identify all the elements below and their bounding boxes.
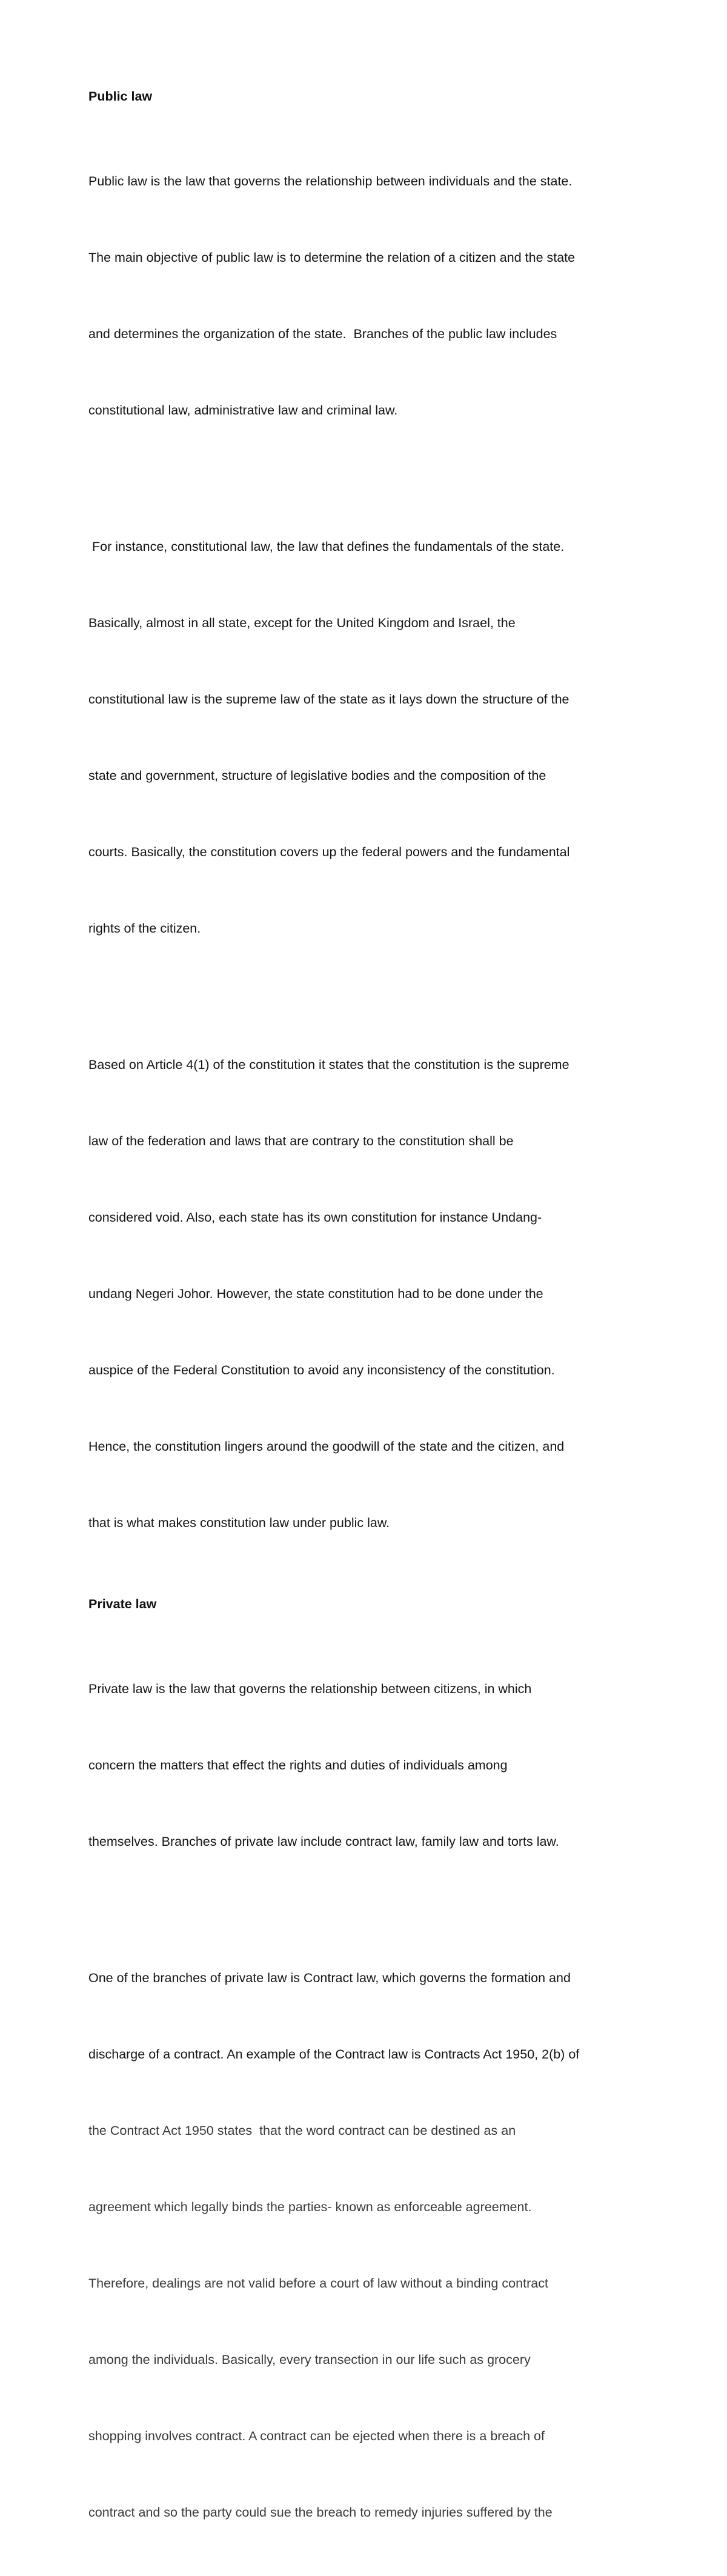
text-line: discharge of a contract. An example of the Contract law is Contracts Act 1950, 2(b) of	[88, 2047, 580, 2062]
text-line: agreement which legally binds the parties- known as enforceable agreement.	[88, 2200, 532, 2214]
paragraph	[88, 118, 642, 474]
text-line: For instance, constitutional law, the law that defines the fundamentals of the state.	[88, 539, 565, 554]
section-heading: Public law	[88, 89, 153, 104]
text-line: Basically, almost in all state, except for the United Kingdom and Israel, the	[88, 616, 516, 630]
text-line: constitutional law, administrative law and criminal law.	[88, 403, 398, 418]
section-heading: Private law	[88, 1597, 157, 1611]
paragraph	[88, 483, 642, 992]
text-line: Private law is the law that governs the relationship between citizens, in which	[88, 1682, 532, 1696]
text-line: state and government, structure of legislative bodies and the composition of the	[88, 768, 546, 783]
paragraph	[88, 1914, 642, 2576]
text-line: Based on Article 4(1) of the constitution it states that the constitution is the supreme	[88, 1057, 569, 1072]
text-line: and determines the organization of the state. Branches of the public law includes	[88, 327, 557, 341]
text-line: One of the branches of private law is Contract law, which governs the formation and	[88, 1971, 571, 1985]
text-line: themselves. Branches of private law include contract law, family law and torts law.	[88, 1834, 559, 1849]
paragraph	[88, 1001, 642, 1586]
text-line: Public law is the law that governs the relationship between individuals and the state.	[88, 174, 573, 188]
text-line: concern the matters that effect the rights and duties of individuals among	[88, 1758, 508, 1772]
text-line: Therefore, dealings are not valid before a court of law without a binding contract	[88, 2276, 548, 2291]
text-line: considered void. Also, each state has its own constitution for instance Undang-	[88, 1210, 542, 1225]
text-line: among the individuals. Basically, every transection in our life such as grocery	[88, 2352, 531, 2367]
text-line: undang Negeri Johor. However, the state constitution had to be done under the	[88, 1286, 543, 1301]
text-line: constitutional law is the supreme law of the state as it lays down the structure of the	[88, 692, 569, 707]
text-line: law of the federation and laws that are contrary to the constitution shall be	[88, 1134, 514, 1148]
text-line: shopping involves contract. A contract can be ejected when there is a breach of	[88, 2429, 545, 2443]
text-line: courts. Basically, the constitution covers up the federal powers and the fundamental	[88, 845, 570, 859]
paragraph	[88, 1625, 642, 1905]
section-public-law	[88, 88, 642, 1586]
text-line: auspice of the Federal Constitution to avoid any inconsistency of the constitution.	[88, 1363, 555, 1377]
text-line: The main objective of public law is to determine the relation of a citizen and the state	[88, 250, 576, 265]
text-line: contract and so the party could sue the breach to remedy injuries suffered by the	[88, 2505, 553, 2520]
text-line: the Contract Act 1950 states that the word contract can be destined as an	[88, 2123, 516, 2138]
text-line: rights of the citizen.	[88, 921, 201, 936]
text-line: that is what makes constitution law under public law.	[88, 1516, 390, 1530]
text-line: Hence, the constitution lingers around the goodwill of the state and the citizen, and	[88, 1439, 565, 1454]
section-private-law	[88, 1596, 642, 2576]
